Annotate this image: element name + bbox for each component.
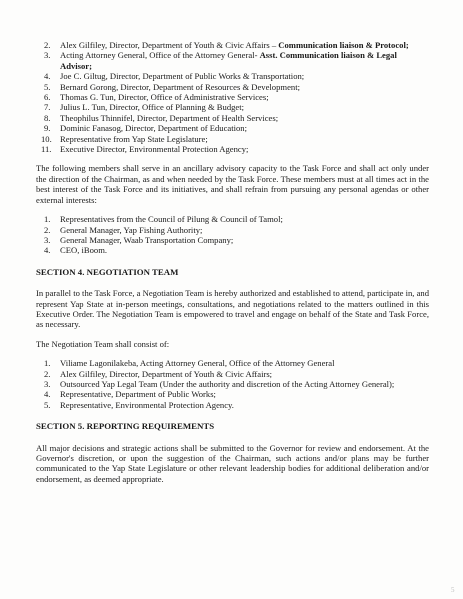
list-number: 3. — [44, 378, 51, 389]
list-item-text: Alex Gilfiley, Director, Department of Youth & Civic Affairs; — [60, 368, 273, 379]
list-number: 9. — [44, 123, 51, 134]
list-item — [36, 214, 429, 224]
list-item — [36, 102, 429, 112]
ancillary-member-list — [36, 214, 429, 256]
list-item-text: Executive Director, Environmental Protection Agency; — [60, 144, 249, 155]
list-number: 5. — [44, 81, 51, 92]
list-item-role: Asst. Communication liaison & Legal Advisor; — [60, 50, 397, 71]
list-item-text: Joe C. Giltug, Director, Department of Public Works & Transportation; — [60, 71, 305, 82]
list-number: 1. — [44, 214, 51, 225]
list-item-text: Acting Attorney General, Office of the Attorney General- — [60, 50, 260, 61]
list-item — [36, 379, 429, 389]
list-item-text: Outsourced Yap Legal Team (Under the authority and discretion of the Acting Attorney General); — [60, 378, 395, 389]
list-number: 2. — [44, 224, 51, 235]
section-4-paragraph: In parallel to the Task Force, a Negotiation Team is hereby authorized and established to attend, participate in, and represent Yap State at in-person meetings, consultations, and negotiations related to the matters outlined in this Executive Order. The Negotiation Team is empowered to travel and engage on behalf of the State and Task Force, as necessary. — [36, 288, 429, 330]
list-item-text: CEO, iBoom. — [60, 245, 108, 256]
list-item-text: Dominic Fanasog, Director, Department of Education; — [60, 123, 247, 134]
list-item-text: Theophilus Thinnifel, Director, Department of Health Services; — [60, 112, 279, 123]
list-item — [36, 225, 429, 235]
list-item — [36, 123, 429, 133]
list-item-text: General Manager, Waab Transportation Company; — [60, 234, 234, 245]
list-item-role: Communication liaison & Protocol; — [278, 40, 409, 50]
list-item-text: Julius L. Tun, Director, Office of Planning & Budget; — [60, 102, 245, 113]
list-item — [36, 235, 429, 245]
task-force-member-list — [36, 40, 429, 154]
list-item-text: Representatives from the Council of Pilung & Council of Tamol; — [60, 214, 283, 225]
list-number: 11. — [41, 144, 52, 155]
list-item — [36, 134, 429, 144]
list-item-text: Representative, Department of Public Works; — [60, 389, 216, 400]
list-item-text: Representative from Yap State Legislature; — [60, 133, 208, 144]
list-number: 8. — [44, 112, 51, 123]
list-item — [36, 82, 429, 92]
list-item — [36, 400, 429, 410]
list-number: 4. — [44, 245, 51, 256]
list-number: 6. — [44, 92, 51, 103]
list-item — [36, 369, 429, 379]
list-number: 1. — [44, 358, 51, 369]
list-item — [36, 144, 429, 154]
list-item — [36, 50, 429, 71]
list-number: 10. — [41, 133, 52, 144]
list-number: 2. — [44, 368, 51, 379]
negotiation-intro: The Negotiation Team shall consist of: — [36, 338, 170, 349]
list-item-text: Bernard Gorong, Director, Department of Resources & Development; — [60, 81, 300, 92]
list-item — [36, 71, 429, 81]
list-item-text: Representative, Environmental Protection Agency. — [60, 399, 234, 410]
section-4-heading: SECTION 4. NEGOTIATION TEAM — [36, 266, 179, 277]
list-item — [36, 358, 429, 368]
list-number: 4. — [44, 71, 51, 82]
list-item — [36, 113, 429, 123]
list-item-text: Viliame Lagonilakeba, Acting Attorney General, Office of the Attorney General — [60, 358, 335, 369]
list-item — [36, 40, 429, 50]
list-number: 3. — [44, 234, 51, 245]
list-item — [36, 389, 429, 399]
list-number: 4. — [44, 389, 51, 400]
ancillary-paragraph: The following members shall serve in an ancillary advisory capacity to the Task Force and shall act only under the direction of the Chairman, as and when needed by the Task Force. These members must at all times act in the best interest of the Task Force and its initiatives, and shall refrain from pursuing any personal agendas or other external interests: — [36, 163, 429, 205]
section-5-heading: SECTION 5. REPORTING REQUIREMENTS — [36, 421, 215, 432]
page-mark: 5 — [451, 586, 455, 594]
list-item-text: Alex Gilfiley, Director, Department of Youth & Civic Affairs – — [60, 40, 279, 50]
list-number: 5. — [44, 399, 51, 410]
document-body — [36, 40, 429, 484]
list-item-text: Thomas G. Tun, Director, Office of Administrative Services; — [60, 92, 269, 103]
list-number: 7. — [44, 102, 51, 113]
negotiation-team-list — [36, 358, 429, 410]
list-item — [36, 92, 429, 102]
section-5-paragraph: All major decisions and strategic actions shall be submitted to the Governor for review and endorsement. At the Governor's discretion, or upon the suggestion of the Chairman, such actions and/or plans may be further communicated to the Yap State Legislature or other relevant leadership bodies for additional deliberation and/or endorsement, as deemed appropriate. — [36, 442, 429, 484]
list-item — [36, 245, 429, 255]
list-number: 3. — [44, 50, 51, 61]
list-item-text: General Manager, Yap Fishing Authority; — [60, 224, 203, 235]
list-number: 2. — [44, 40, 51, 50]
